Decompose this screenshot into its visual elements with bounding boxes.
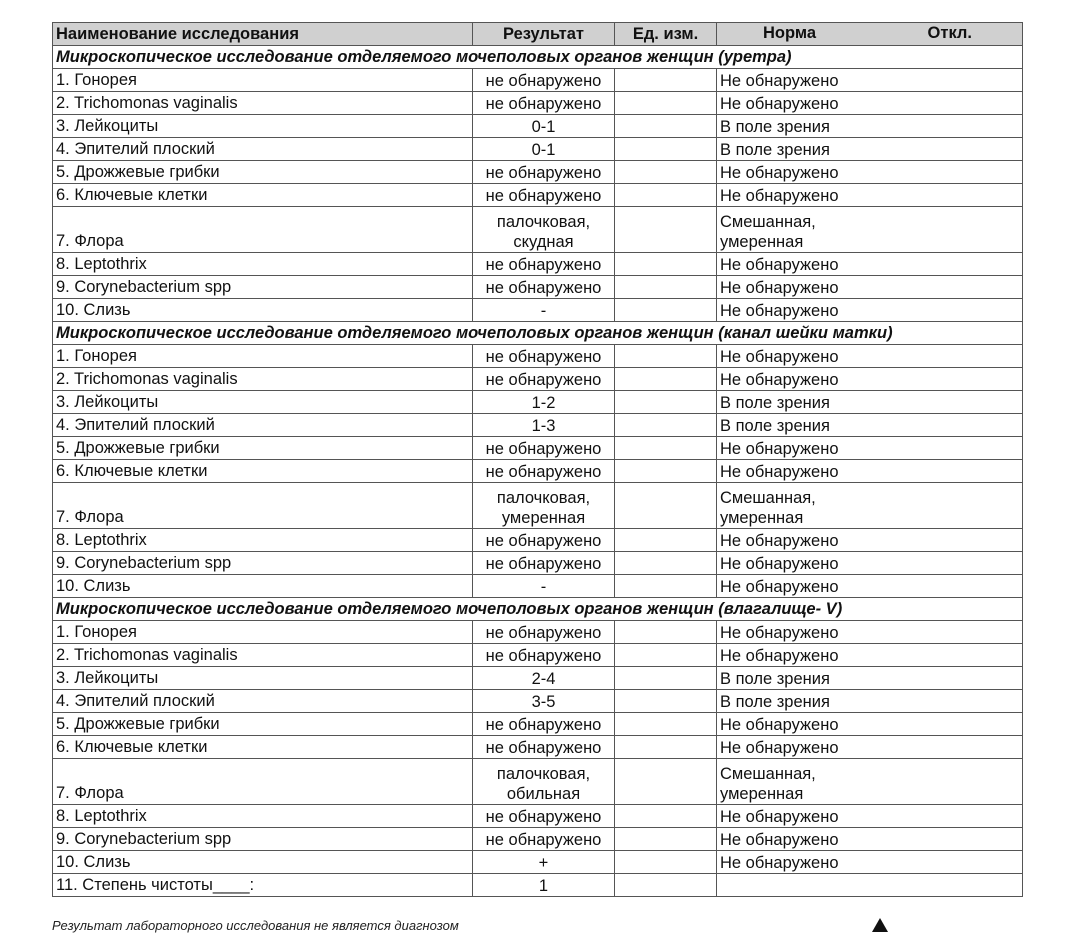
table-row <box>53 529 1023 552</box>
section-row <box>53 598 1023 621</box>
result-line: не обнаружено <box>485 555 602 573</box>
norm-line: умеренная <box>720 785 804 803</box>
test-name: 9. Corynebacterium spp <box>53 828 473 851</box>
result-line: не обнаружено <box>485 72 602 90</box>
test-result <box>473 667 615 690</box>
test-name: 3. Лейкоциты <box>53 667 473 690</box>
test-name: 4. Эпителий плоский <box>53 138 473 161</box>
test-unit <box>615 483 717 529</box>
norm-line: В поле зрения <box>720 394 830 412</box>
test-name: 5. Дрожжевые грибки <box>53 161 473 184</box>
header-norm-deviation <box>717 23 1023 46</box>
test-norm <box>717 805 1023 828</box>
result-line: не обнаружено <box>485 440 602 458</box>
table-row <box>53 690 1023 713</box>
test-unit <box>615 529 717 552</box>
test-unit <box>615 667 717 690</box>
result-line: не обнаружено <box>485 831 602 849</box>
test-name: 10. Слизь <box>53 299 473 322</box>
result-line: 2-4 <box>531 670 556 688</box>
test-unit <box>615 690 717 713</box>
test-norm <box>717 759 1023 805</box>
norm-line: Не обнаружено <box>720 647 839 665</box>
table-row <box>53 92 1023 115</box>
test-name: 7. Флора <box>53 207 473 253</box>
result-line: не обнаружено <box>485 647 602 665</box>
test-unit <box>615 207 717 253</box>
test-name: 6. Ключевые клетки <box>53 736 473 759</box>
test-norm <box>717 644 1023 667</box>
result-line: не обнаружено <box>485 739 602 757</box>
test-name: 4. Эпителий плоский <box>53 414 473 437</box>
result-line: обильная <box>506 785 581 803</box>
result-line: не обнаружено <box>485 463 602 481</box>
test-norm <box>717 851 1023 874</box>
table-row <box>53 828 1023 851</box>
header-deviation: Откл. <box>927 24 972 42</box>
table-row <box>53 874 1023 897</box>
test-norm <box>717 368 1023 391</box>
result-line: 1 <box>538 877 549 895</box>
table-row <box>53 851 1023 874</box>
test-result <box>473 138 615 161</box>
test-result <box>473 368 615 391</box>
test-unit <box>615 368 717 391</box>
test-result <box>473 253 615 276</box>
table-row <box>53 667 1023 690</box>
test-name: 7. Флора <box>53 759 473 805</box>
test-norm <box>717 391 1023 414</box>
result-line: - <box>540 578 547 596</box>
norm-line: Не обнаружено <box>720 348 839 366</box>
result-line: + <box>538 854 549 872</box>
table-row <box>53 391 1023 414</box>
norm-line: Не обнаружено <box>720 72 839 90</box>
table-row <box>53 483 1023 529</box>
test-unit <box>615 759 717 805</box>
test-norm <box>717 184 1023 207</box>
test-result <box>473 391 615 414</box>
test-name: 10. Слизь <box>53 575 473 598</box>
test-unit <box>615 299 717 322</box>
table-row <box>53 460 1023 483</box>
test-norm <box>717 115 1023 138</box>
test-name: 2. Trichomonas vaginalis <box>53 368 473 391</box>
test-result <box>473 276 615 299</box>
test-name: 7. Флора <box>53 483 473 529</box>
test-norm <box>717 621 1023 644</box>
test-unit <box>615 115 717 138</box>
table-row <box>53 644 1023 667</box>
norm-line: Смешанная, <box>720 213 816 231</box>
table-row <box>53 207 1023 253</box>
test-unit <box>615 874 717 897</box>
test-name: 2. Trichomonas vaginalis <box>53 92 473 115</box>
test-name: 8. Leptothrix <box>53 805 473 828</box>
test-unit <box>615 621 717 644</box>
norm-line: Не обнаружено <box>720 831 839 849</box>
test-norm <box>717 736 1023 759</box>
result-line: не обнаружено <box>485 164 602 182</box>
test-name: 4. Эпителий плоский <box>53 690 473 713</box>
test-name: 6. Ключевые клетки <box>53 184 473 207</box>
test-name: 11. Степень чистоты____: <box>53 874 473 897</box>
table-row <box>53 138 1023 161</box>
table-row <box>53 115 1023 138</box>
result-line: не обнаружено <box>485 187 602 205</box>
test-norm <box>717 276 1023 299</box>
norm-line: В поле зрения <box>720 670 830 688</box>
norm-line: Не обнаружено <box>720 279 839 297</box>
result-line: не обнаружено <box>485 624 602 642</box>
test-unit <box>615 69 717 92</box>
table-row <box>53 437 1023 460</box>
result-line: 0-1 <box>531 141 556 159</box>
table-row <box>53 184 1023 207</box>
result-line: не обнаружено <box>485 716 602 734</box>
test-result <box>473 69 615 92</box>
test-result <box>473 207 615 253</box>
test-name: 1. Гонорея <box>53 345 473 368</box>
table-row <box>53 414 1023 437</box>
header-result: Результат <box>473 23 615 46</box>
table-row <box>53 621 1023 644</box>
test-norm <box>717 138 1023 161</box>
test-name: 3. Лейкоциты <box>53 115 473 138</box>
norm-line: Не обнаружено <box>720 854 839 872</box>
table-row <box>53 552 1023 575</box>
test-norm <box>717 299 1023 322</box>
result-line: 3-5 <box>531 693 556 711</box>
table-row <box>53 253 1023 276</box>
test-result <box>473 483 615 529</box>
result-line: скудная <box>513 233 574 251</box>
norm-line: Смешанная, <box>720 765 816 783</box>
norm-line: Не обнаружено <box>720 808 839 826</box>
test-unit <box>615 138 717 161</box>
test-unit <box>615 437 717 460</box>
test-norm <box>717 437 1023 460</box>
result-line: не обнаружено <box>485 279 602 297</box>
test-name: 6. Ключевые клетки <box>53 460 473 483</box>
test-norm <box>717 69 1023 92</box>
test-norm <box>717 460 1023 483</box>
norm-line: Не обнаружено <box>720 371 839 389</box>
result-line: не обнаружено <box>485 95 602 113</box>
test-result <box>473 161 615 184</box>
result-line: 1-2 <box>531 394 556 412</box>
norm-line: В поле зрения <box>720 141 830 159</box>
result-line: умеренная <box>501 509 586 527</box>
test-result <box>473 805 615 828</box>
test-norm <box>717 161 1023 184</box>
norm-line: Не обнаружено <box>720 440 839 458</box>
norm-line: Не обнаружено <box>720 256 839 274</box>
test-name: 1. Гонорея <box>53 69 473 92</box>
norm-line: Не обнаружено <box>720 555 839 573</box>
test-result <box>473 299 615 322</box>
test-unit <box>615 736 717 759</box>
result-line: не обнаружено <box>485 256 602 274</box>
test-result <box>473 575 615 598</box>
test-result <box>473 736 615 759</box>
norm-line: В поле зрения <box>720 118 830 136</box>
table-row <box>53 736 1023 759</box>
test-norm <box>717 828 1023 851</box>
test-result <box>473 437 615 460</box>
test-unit <box>615 184 717 207</box>
test-norm <box>717 874 1023 897</box>
test-unit <box>615 253 717 276</box>
test-unit <box>615 713 717 736</box>
norm-line: Не обнаружено <box>720 716 839 734</box>
header-name: Наименование исследования <box>53 23 473 46</box>
test-norm <box>717 552 1023 575</box>
norm-line: умеренная <box>720 233 804 251</box>
result-line: не обнаружено <box>485 808 602 826</box>
test-name: 5. Дрожжевые грибки <box>53 437 473 460</box>
table-row <box>53 276 1023 299</box>
section-row <box>53 322 1023 345</box>
result-line: не обнаружено <box>485 532 602 550</box>
table-row <box>53 345 1023 368</box>
test-result <box>473 115 615 138</box>
test-name: 2. Trichomonas vaginalis <box>53 644 473 667</box>
test-result <box>473 828 615 851</box>
norm-line: Не обнаружено <box>720 95 839 113</box>
test-norm <box>717 667 1023 690</box>
test-result <box>473 644 615 667</box>
test-norm <box>717 713 1023 736</box>
header-unit: Ед. изм. <box>615 23 717 46</box>
triangle-logo-icon <box>872 918 888 932</box>
test-result <box>473 529 615 552</box>
test-norm <box>717 690 1023 713</box>
norm-line: В поле зрения <box>720 693 830 711</box>
test-norm <box>717 529 1023 552</box>
table-row <box>53 161 1023 184</box>
lab-results-table <box>52 22 1023 897</box>
test-result <box>473 851 615 874</box>
norm-line: Не обнаружено <box>720 187 839 205</box>
table-body <box>53 46 1023 897</box>
result-line: не обнаружено <box>485 348 602 366</box>
table-row <box>53 69 1023 92</box>
norm-line: Не обнаружено <box>720 463 839 481</box>
test-unit <box>615 805 717 828</box>
test-norm <box>717 414 1023 437</box>
norm-line: Не обнаружено <box>720 578 839 596</box>
norm-line: Не обнаружено <box>720 624 839 642</box>
table-row <box>53 575 1023 598</box>
test-result <box>473 414 615 437</box>
test-name: 10. Слизь <box>53 851 473 874</box>
test-unit <box>615 345 717 368</box>
table-row <box>53 368 1023 391</box>
section-title: Микроскопическое исследование отделяемого мочеполовых органов женщин (уретра) <box>53 46 1023 69</box>
test-unit <box>615 92 717 115</box>
result-line: не обнаружено <box>485 371 602 389</box>
table-row <box>53 805 1023 828</box>
table-row <box>53 299 1023 322</box>
test-norm <box>717 92 1023 115</box>
test-result <box>473 759 615 805</box>
test-name: 9. Corynebacterium spp <box>53 276 473 299</box>
result-line: палочковая, <box>496 765 591 783</box>
test-result <box>473 92 615 115</box>
norm-line: умеренная <box>720 509 804 527</box>
test-result <box>473 184 615 207</box>
norm-line: Смешанная, <box>720 489 816 507</box>
test-name: 8. Leptothrix <box>53 529 473 552</box>
result-line: 1-3 <box>531 417 556 435</box>
test-result <box>473 690 615 713</box>
section-title: Микроскопическое исследование отделяемого мочеполовых органов женщин (канал шейки матки) <box>53 322 1023 345</box>
norm-line: Не обнаружено <box>720 164 839 182</box>
section-title: Микроскопическое исследование отделяемого мочеполовых органов женщин (влагалище- V) <box>53 598 1023 621</box>
header-norm: Норма <box>763 24 817 42</box>
test-result <box>473 874 615 897</box>
table-header-row <box>53 23 1023 46</box>
test-result <box>473 460 615 483</box>
test-norm <box>717 253 1023 276</box>
test-unit <box>615 552 717 575</box>
table-row <box>53 759 1023 805</box>
test-result <box>473 621 615 644</box>
test-result <box>473 345 615 368</box>
norm-line: Не обнаружено <box>720 739 839 757</box>
result-line: палочковая, <box>496 213 591 231</box>
test-unit <box>615 460 717 483</box>
test-result <box>473 713 615 736</box>
test-unit <box>615 161 717 184</box>
test-name: 1. Гонорея <box>53 621 473 644</box>
test-norm <box>717 575 1023 598</box>
table-row <box>53 713 1023 736</box>
test-norm <box>717 483 1023 529</box>
result-line: палочковая, <box>496 489 591 507</box>
section-row <box>53 46 1023 69</box>
test-name: 8. Leptothrix <box>53 253 473 276</box>
test-name: 3. Лейкоциты <box>53 391 473 414</box>
test-name: 9. Corynebacterium spp <box>53 552 473 575</box>
test-norm <box>717 345 1023 368</box>
result-line: 0-1 <box>531 118 556 136</box>
test-unit <box>615 276 717 299</box>
result-line: - <box>540 302 547 320</box>
test-unit <box>615 391 717 414</box>
test-unit <box>615 575 717 598</box>
norm-line: В поле зрения <box>720 417 830 435</box>
test-result <box>473 552 615 575</box>
test-unit <box>615 828 717 851</box>
footer-note: Результат лабораторного исследования не является диагнозом <box>52 918 459 933</box>
norm-line: Не обнаружено <box>720 532 839 550</box>
test-name: 5. Дрожжевые грибки <box>53 713 473 736</box>
test-norm <box>717 207 1023 253</box>
test-unit <box>615 851 717 874</box>
test-unit <box>615 644 717 667</box>
norm-line: Не обнаружено <box>720 302 839 320</box>
test-unit <box>615 414 717 437</box>
